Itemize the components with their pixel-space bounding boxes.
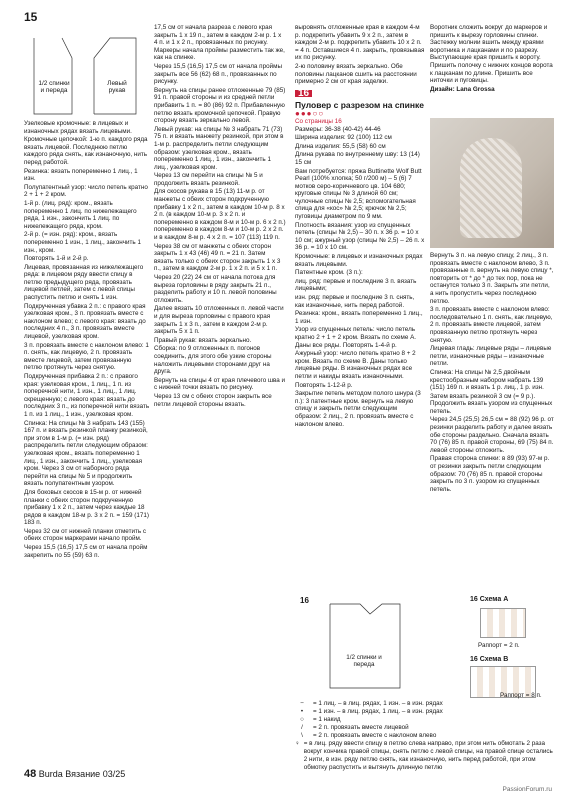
diagram-number: 16 (300, 596, 309, 605)
text-paragraph: 1-й р. (лиц. ряд): кром., вязать попеременно 1 лиц. по нижележащего ряда, 1 изн., закончить 1 лиц. по нижележащего ряда, кром. (24, 199, 137, 230)
text-paragraph: Подкрученная прибавка 2 п.: с правого края: узелковая кром., 1 лиц., 1 п. из поперечной нити, 1 изн., 1 лиц., 1 лиц. скрещенную; с левого края: вязать до последних 3 п., из поперечной нити вязать 1 п. из 1 лиц., 1 изн., узелковая кром. (24, 373, 150, 418)
legend-row (295, 732, 555, 740)
text-paragraph: Воротник сложить вокруг до маркеров и пришить к вырезу горловины спинки. Застежку молнии вшить между краями воротника и лацканами и по разрезу. Выступающие края пришить к вороту. Пришить полочку с нижних концов ворота к лацканам по длине. Пришить все ниточки и пуговицы. (430, 24, 553, 85)
legend-row (295, 700, 555, 708)
diagram-label-sleeve: Левый рукав (107, 80, 127, 94)
legend-symbol: ○ (300, 716, 304, 723)
text-paragraph: 2-й р. (= изн. ряд): кром., вязать попеременно 1 изн., 1 лиц., закончить 1 изн., кром. (24, 231, 141, 254)
text-paragraph: изн. ряд: первые и последние 3 п. снять, как изнаночные, нить перед работой. (295, 294, 415, 309)
column-3 (295, 24, 425, 429)
column-2 (154, 24, 286, 409)
text-paragraph: Левый рукав: на спицы № 3 набрать 71 (73) 75 п. и вязать манжету резинкой, при этом в 1-м р. распределить петли следующим образом: узелковая кром., вязать попеременно 1 лиц., 1 изн., закончить 1 лиц., узелковая кром. (154, 125, 284, 171)
text-paragraph: Кромочные цепочкой: 1-ю п. каждого ряда вязать лицевой. Последнюю петлю каждого ряда снять, как изнаночную, нить перед работой. (24, 136, 148, 166)
text-paragraph: Вернуть на спицы 4 от края плечевого шва и с нижней точки вязать по рисунку. (154, 376, 286, 392)
text-paragraph: Правая сторона спинки: в 89 (93) 97-м р. от резинки закрыть петли следующим образом: 70 (76) 85 п. правой стороны закрыть по 3 п. узором из спущенных петель. (430, 455, 550, 493)
legend-text: = 1 накид (313, 716, 341, 723)
text-paragraph: выровнять отложенные края в каждом 4-м р. подкрепить убавить 9 х 2 п., затем в каждом 2-м р. подкрепить убавить 10 х 2 п. = 4 п. Оставшиеся 4 п. закрыть, провязывая их по рисунку. (295, 24, 425, 62)
page-footer (24, 768, 125, 780)
text-paragraph: Подкрученная убавка 2 п.: с правого края узелковая кром., 3 п. провязать вместе с наклоном влево; с левого края: вязать до последних 4 п., 3 п. провязать вместе лицевой, узелковая кром. (24, 302, 146, 341)
designer-credit: Дизайн: Lana Grossa (430, 85, 495, 93)
text-paragraph: 2-ю половину вязать зеркально. Обе половины лацканов сшить на расстоянии примерно 2 см от края заделки. (295, 62, 417, 86)
text-paragraph: Лицевая, провязанная из нижележащего ряда: в лицевом ряду ввести спицу в петлю предыдущего ряда, провязать лицевой петлей, затем с левой спицы распустить петлю и снять 1 изн. (24, 263, 144, 302)
legend-text: = 1 изн. – в лиц. рядах, 1 лиц. – в изн. рядах (313, 708, 443, 715)
section-header (295, 87, 425, 126)
text-paragraph: Сборка: по 9 отложенных п. погонов соединить, для этого обе узкие стороны наложить лицевыми сторонами друг на друга. (154, 345, 272, 376)
text-paragraph: 3 п. провязать вместе с наклоном влево: последовательно 1 п. снять, как лицевую, 2 п. провязать вместе лицевой, затем провязанную петлю протянуть через снятую. (430, 306, 553, 344)
legend-text: = 2 п. провязать вместе лицевой (313, 724, 409, 731)
difficulty-rating: ●●●○○ (295, 109, 325, 119)
page-reference: Со страницы 16 (295, 117, 342, 125)
legend-row (295, 716, 555, 724)
legend-text: = 1 лиц. – в лиц. рядах, 1 изн. – в изн. рядах (313, 700, 443, 707)
text-paragraph: Через 15,5 (16,5) 17,5 см от начала проймы закрыть все 56 (62) 68 п., провязанных по рисунку. (154, 62, 282, 86)
text-paragraph: Далее вязать 10 отложенных п. левой части и для выреза горловины с правого края закрыть 1 х 3 п., затем в каждом 2-м р. закрыть 5 х 1 п. (154, 305, 284, 336)
text-paragraph: Спинка: На спицы № 3 набрать 143 (155) 167 п. и вязать резинкой планку резинкой, при этом в 1-м р. (= изн. ряд) распределить петли следующим образом: узелковая кром., вязать попеременно 1 лиц., 1 изн., закончить 1 лиц., узелковая кром. Через 3 см от наборного ряда перейти на спицы № 5 и продолжить вязать полупатентным узором. (24, 419, 148, 488)
text-paragraph: Резинка: вязать попеременно 1 лиц., 1 изн. (24, 167, 138, 183)
text-paragraph: Через 24,5 (25,5) 26,5 см = 88 (92) 96 р. от резинки разделить работу и далее вязать обе стороны раздельно. Сначала вязать 70 (76) 85 п. правой стороны, 69 (75) 84 п. левой стороны отложить. (430, 416, 554, 454)
text-paragraph: Длина рукава по внутреннему шву: 13 (14) 15 см (295, 151, 420, 166)
text-paragraph: Узор из спущенных петель: число петель кратно 2 + 1 + 2 кром. Вязать по схеме А. Даны все ряды. Повторять 1-4-й р. (295, 326, 417, 349)
legend-row (295, 740, 555, 772)
column-4-bottom (430, 252, 554, 494)
text-paragraph: Кромочные: в лицевых и изнаночных рядах вязать лицевыми. (295, 253, 423, 268)
text-paragraph: Вернуть на спицы ранее отложенные 79 (85) 91 п. правой стороны и из средней петли прибавить 1 п. = 80 (86) 92 п. Прибавленную петлю вязать кромочной цепочкой. Правую сторону вязать зеркально левой. (154, 86, 286, 125)
pattern-diagram-16 (300, 596, 430, 696)
section-number: 16 (295, 90, 312, 98)
text-paragraph: Повторять 1-12-й р. (295, 381, 353, 389)
watermark: PassionForum.ru (502, 786, 552, 793)
text-paragraph: Через 38 см от манжеты с обеих сторон закрыть 1 х 43 (46) 49 п. = 21 п. Затем вязать только с обеих сторон закрыть 1 х 3 п., затем в каждом 2-м р. 1 х 2 п. и 5 х 1 п. (154, 242, 281, 273)
legend-symbol: − (300, 700, 304, 707)
legend-row (295, 708, 555, 716)
text-paragraph: Плотность вязания: узор из спущенных петель (спицы № 2,5) – 30 п. х 36 р. = 10 х 10 см; ажурный узор (спицы № 2,5) – 26 п. х 36 р. = 10 х 10 см. (295, 221, 425, 252)
text-paragraph: Резинка: кром., вязать попеременно 1 лиц., 1 изн. (295, 310, 423, 325)
text-paragraph: Через 15,5 (16,5) 17,5 см от начала пройм закрепить по 55 (59) 63 п. (24, 544, 148, 559)
text-paragraph: Через 13 см перейти на спицы № 5 и продолжить вязать резинкой. (154, 172, 263, 187)
diagram-label-back: 1/2 спинки и переда (38, 80, 70, 94)
text-paragraph: Вернуть 3 п. на левую спицу, 2 лиц., 3 п. провязать вместе с наклоном влево, 3 п. провязанные п. вернуть на левую спицу *, повторить от * до * до тех пор, пока не останутся только 3 п. Закрыть эти петли, а нить пропустить через последнюю петлю. (430, 252, 554, 305)
pattern-diagram-1 (24, 28, 150, 118)
footer-page-number: 48 (24, 768, 37, 780)
text-paragraph: Полупатентный узор: число петель кратно 2 + 1 + 2 кром. (24, 183, 148, 199)
sweater-photo (430, 118, 554, 248)
text-paragraph: Для скосов рукава в 15 (13) 11-м р. от манжеты с обеих сторон подкрученную прибавку 1 х 2 п., затем в каждом 10-м р. 8 х 2 п. (в каждом 10-м р. 3 х 2 п. и попеременно в каждом 8-м и 10-м р. 6 х 2 п.) попеременно в каждом 8-м и 10-м р. 2 х 2 п. и в каждом 8-м р. 4 х 2 п. = 107 (113) 119 п. (154, 188, 286, 242)
text-paragraph: Узелковые кромочные: в лицевых и изнаночных рядах вязать лицевыми. (24, 120, 132, 135)
text-paragraph: Размеры: 36-38 (40-42) 44-46 (295, 125, 381, 133)
scheme-a-rapport: Раппорт = 2 п. (478, 642, 520, 649)
legend (295, 700, 555, 772)
text-paragraph: Через 20 (22) 24 см от начала потока для выреза горловины в ряду закрыть 21 п., разделить работу и 10 п. левой половины отложить. (154, 274, 277, 304)
text-paragraph: Через 13 см с обеих сторон закрыть все петли лицевой стороны вязать. (154, 392, 272, 408)
scheme-a-title: 16 Схема А (470, 596, 509, 603)
legend-symbol: / (301, 724, 303, 731)
footer-issue: 03/25 (102, 769, 126, 779)
text-paragraph: Через 32 см от нижней планки отметить с обеих сторон маркерами начало пройм. (24, 527, 147, 543)
diagram-label: 1/2 спинки и переда (346, 654, 382, 668)
text-paragraph: Затем вязать резинкой 3 см (= 9 р.). Продолжить вязать узором из спущенных петель. (430, 392, 553, 415)
text-paragraph: Вам потребуется: пряжа Buttinette Wolf Butt Pearl (100% хлопка; 50 г/200 м) – 5 (6) 7 мотков серо-коричневого цв. 104 680; круговые спицы № 3 длиной 60 см; чулочные спицы № 2,5; вспомогательная спица для «кос» № 2,5; крючок № 2,5; пуговицы диаметром по 9 мм. (295, 167, 422, 221)
footer-brand: Burda Вязание (38, 769, 101, 779)
legend-row (295, 724, 555, 732)
scheme-a-grid (480, 608, 526, 638)
text-paragraph: лиц. ряд: первые и последние 3 п. вязать лицевыми; (295, 277, 417, 293)
text-paragraph: Ажурный узор: число петель кратно 8 + 2 кром. Вязать по схеме В. Даны только лицевые ряды. В изнаночных рядах все петли и накиды вязать изнаночными. (295, 350, 416, 380)
text-paragraph: Патентные кром. (3 п.): (295, 269, 363, 277)
text-paragraph: Ширина изделия: 92 (100) 112 см (295, 134, 392, 142)
scheme-b-rapport: Раппорт = 8 п. (500, 692, 542, 699)
section-title: Пуловер с разрезом на спинке (295, 100, 425, 111)
legend-symbol: \ (301, 732, 303, 739)
text-paragraph: Повторять 1-й и 2-й р. (24, 255, 89, 263)
legend-symbol: ♀ (295, 740, 300, 747)
text-paragraph: Длина изделия: 55,5 (58) 60 см (295, 142, 386, 150)
text-paragraph: Лицевая гладь: лицевые ряды – лицевые петли, изнаночные ряды – изнаночные петли. (430, 345, 552, 368)
text-paragraph: Спинка: На спицы № 2,5 двойным крестообразным набором набрать 139 (151) 169 п. и вязать 1 р. лиц., 1 р. изн. (430, 368, 544, 392)
legend-text: = 2 п. провязать вместе с наклоном влево (313, 732, 437, 739)
text-paragraph: Правый рукав: вязать зеркально. (154, 336, 252, 344)
text-paragraph: Закрытие петель методом полого шнура (3 п.): 3 патентные кром. вернуть на левую спицу и закрыть петли следующим образом: 2 лиц., 2 п. провязать вместе с наклоном влево. (295, 390, 421, 428)
text-paragraph: 17,5 см от начала разреза с левого края закрыть 1 х 19 п., затем в каждом 2-м р. 1 х 4 п. и 1 х 2 п., провязанных по рисунку. Маркеры начала проймы разместить так же, как на спинке. (154, 24, 285, 62)
scheme-b-title: 16 Схема В (470, 656, 509, 663)
legend-symbol: • (300, 708, 304, 715)
text-paragraph: 3 п. провязать вместе с наклоном влево: 1 п. снять, как лицевую, 2 п. провязать вместе лицевой, затем провязанную петлю протянуть через снятую. (24, 341, 149, 372)
text-paragraph: Для боковых скосов в 15-м р. от нижней планки с обеих сторон подкрученную прибавку 1 х 2 п., затем через каждые 18 рядов в каждом 18-м р. 3 х 2 п. = 159 (171) 183 п. (24, 488, 149, 527)
page-number: 15 (24, 10, 38, 24)
legend-text: = в лиц. ряду ввести спицу в петлю слева направо, при этом нить обмотать 2 раза вокруг кончика правой спицы, снять петлю с левой спицы, на правой спице остались 2 нити, в изн. ряду петлю снять, как изнаночную, нить перед работой, при этом обмотку распустить и вытянуть длинную петлю (303, 740, 553, 771)
column-1 (24, 120, 150, 560)
column-4 (430, 24, 554, 94)
